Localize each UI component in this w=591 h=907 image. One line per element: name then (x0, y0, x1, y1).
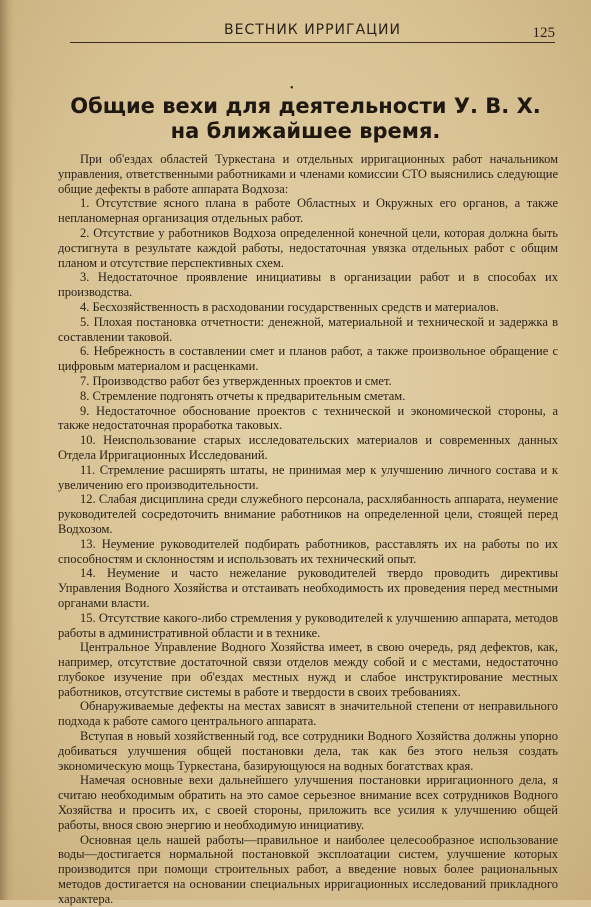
intro-paragraph: При об'ездах областей Туркестана и отдельных ирригационных работ начальником управления, ответственными работниками и членами комиссии СТО выяснились следующие общие дефекты в работе аппарата Водхоза: (58, 152, 558, 196)
defect-item-12: 12. Слабая дисциплина среди служебного персонала, расхлябанность аппарата, неумение руководителей сосредоточить внимание работников на определенной цели, стоящей перед Водхозом. (58, 492, 558, 536)
defect-item-7: 7. Производство работ без утвержденных проектов и смет. (80, 373, 392, 388)
defect-item-2: 2. Отсутствие у работников Водхоза определенной конечной цели, которая должна быть достигнута в результате каждой работы, недостаточная увязка отдельных работ с общим планом и отсутствие перспективных схем. (58, 225, 558, 270)
print-mark: • (290, 83, 294, 94)
defect-item-3: 3. Недостаточное проявление инициативы в организации работ и в способах их производства. (58, 270, 558, 300)
running-header (70, 20, 555, 43)
defect-item-8: 8. Стремление подгонять отчеты к предварительным сметам. (80, 388, 406, 403)
defect-item-9: 9. Недостаточное обоснование проектов с технической и экономической стороны, а также недостаточная проработка таковых. (58, 403, 558, 433)
article-title-line-1: Общие вехи для деятельности У. В. Х. (70, 94, 541, 118)
defect-item-5: 5. Плохая постановка отчетности: денежной, материальной и технической и задержка в составлении таковой. (58, 314, 558, 344)
defect-item-14: 14. Неумение и часто нежелание руководителей твердо проводить директивы Управления Водного Хозяйства и отстаивать необходимость их проведения перед местными органами власти. (58, 566, 558, 610)
defect-item-1: 1. Отсутствие ясного плана в работе Областных и Окружных его органов, а также непланомерная организация отдельных работ. (58, 196, 558, 226)
defect-item-15: 15. Отсутствие какого-либо стремления у руководителей к улучшению аппарата, методов работы в административной области и в технике. (58, 610, 558, 640)
defect-item-13: 13. Неумение руководителей подбирать работников, расставлять их на работы по их способностям и склонностям и использовать их технический опыт. (58, 536, 558, 566)
page-edge-shadow (0, 0, 14, 900)
journal-title: ВЕСТНИК ИРРИГАЦИИ (224, 22, 401, 38)
page-number: 125 (532, 25, 555, 41)
central-management-paragraph: Центральное Управление Водного Хозяйства имеет, в свою очередь, ряд дефектов, как, например, отсутствие достаточной связи отделов между собой и с местами, недостаточно глубокое изучение при об'ездах местных нужд и слабое инструктирование местных работников, отсутствие системы в работе и твердости в своих требованиях. (58, 640, 558, 699)
defect-item-4: 4. Бесхозяйственность в расходовании государственных средств и материалов. (80, 299, 499, 314)
new-year-paragraph: Вступая в новый хозяйственный год, все сотрудники Водного Хозяйства должны упорно добиваться улучшения общей постановки дела, так как без этого нельзя создать экономическую мощь Туркестана, базирующуюся на водных богатствах края. (58, 729, 558, 773)
article-title-line-2: на ближайшее время. (170, 119, 441, 143)
defect-item-11: 11. Стремление расширять штаты, не принимая мер к улучшению личного состава и к увеличению его производительности. (58, 462, 558, 492)
article-body (58, 152, 558, 907)
article-title (60, 94, 551, 144)
milestones-paragraph: Намечая основные вехи дальнейшего улучшения постановки ирригационного дела, я считаю необходимым обратить на это самое серьезное внимание всех сотрудников Водного Хозяйства и просить их, с своей стороны, приложить все усилия к улучшению общей работы, внося свою энергию и необходимую инициативу. (58, 773, 558, 832)
defects-cause-paragraph: Обнаруживаемые дефекты на местах зависят в значительной степени от неправильного подхода к работе самого центрального аппарата. (58, 699, 558, 729)
defect-item-10: 10. Неиспользование старых исследовательских материалов и современных данных Отдела Ирригационных Исследований. (58, 433, 558, 462)
defect-item-6: 6. Небрежность в составлении смет и планов работ, а также произвольное обращение с цифровым материалом и расценками. (58, 344, 558, 374)
main-goal-paragraph: Основная цель нашей работы—правильное и наиболее целесообразное использование воды—достигается нормальной постановкой эксплоатации систем, улучшение которых производится при помощи строительных работ, а введение новых более рациональных методов достигается на основании специальных ирригационных исследований прикладного характера. (58, 832, 558, 906)
